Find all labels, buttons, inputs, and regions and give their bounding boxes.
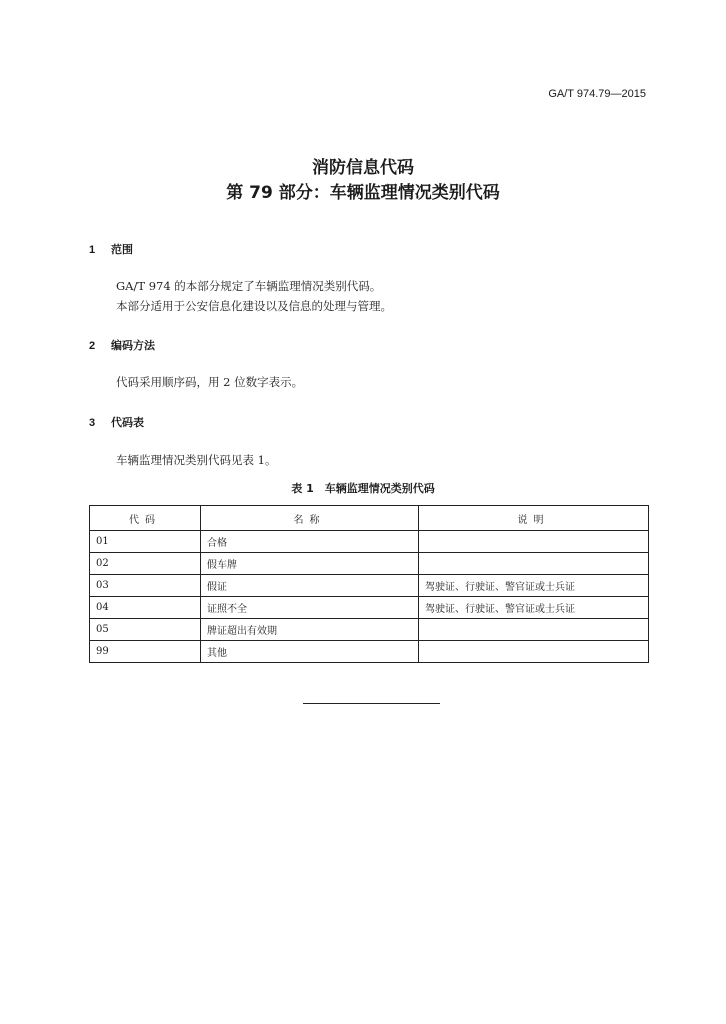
standard-number: GA/T 974.79—2015 [548,88,646,100]
cell-code: 02 [90,553,201,575]
section-title: 编码方法 [111,339,155,352]
header-code: 代码 [90,506,201,531]
table-row [90,597,649,619]
section-3-heading [89,414,144,430]
table-caption: 表 1 车辆监理情况类别代码 [291,482,435,495]
section-2-paragraph-1: 代码采用顺序码，用 2 位数字表示。 [116,375,304,389]
document-title: 消防信息代码 [312,158,414,178]
section-2-heading [89,337,155,353]
cell-code: 03 [90,575,201,597]
cell-code: 05 [90,619,201,641]
header-name: 名称 [201,506,419,531]
section-1-paragraph-1: GA/T 974 的本部分规定了车辆监理情况类别代码。 [116,279,382,293]
cell-note [419,531,649,553]
cell-code: 99 [90,641,201,663]
header-note: 说明 [419,506,649,531]
section-3-paragraph-1: 车辆监理情况类别代码见表 1。 [116,453,277,467]
cell-name: 假车牌 [201,553,419,575]
table-row [90,619,649,641]
table-row [90,575,649,597]
cell-code: 04 [90,597,201,619]
section-number: 2 [89,340,96,352]
cell-name: 假证 [201,575,419,597]
cell-name: 牌证超出有效期 [201,619,419,641]
section-title: 代码表 [111,416,144,429]
section-number: 3 [89,417,96,429]
cell-code: 01 [90,531,201,553]
cell-note: 驾驶证、行驶证、警官证或士兵证 [419,597,649,619]
cell-note [419,619,649,641]
cell-name: 证照不全 [201,597,419,619]
table-row [90,531,649,553]
end-of-document-rule [303,703,440,704]
document-subtitle: 第 79 部分：车辆监理情况类别代码 [226,183,500,203]
cell-name: 其他 [201,641,419,663]
cell-note: 驾驶证、行驶证、警官证或士兵证 [419,575,649,597]
cell-note [419,641,649,663]
table-header-row [90,506,649,531]
section-title: 范围 [111,243,133,256]
section-1-heading [89,241,133,257]
cell-name: 合格 [201,531,419,553]
cell-note [419,553,649,575]
table-row [90,641,649,663]
code-table [89,505,649,663]
section-1-paragraph-2: 本部分适用于公安信息化建设以及信息的处理与管理。 [116,299,392,313]
section-number: 1 [89,244,96,256]
table-row [90,553,649,575]
